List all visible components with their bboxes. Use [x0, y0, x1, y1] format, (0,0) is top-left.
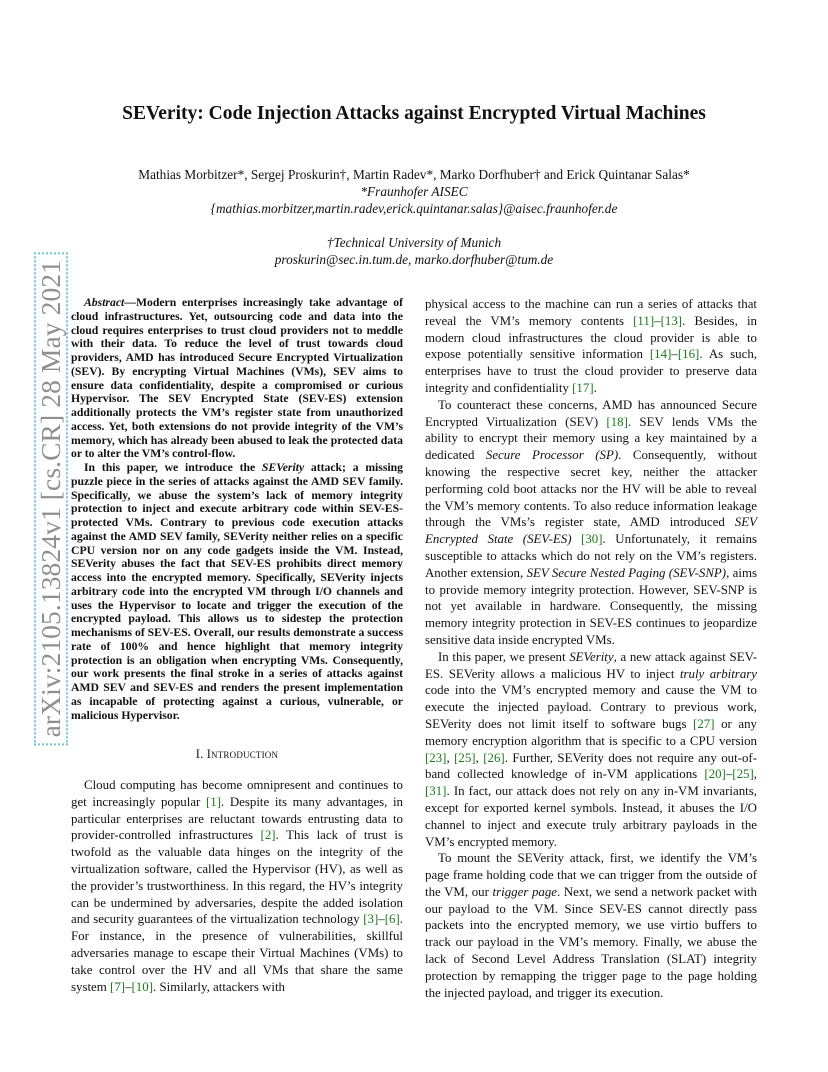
abstract	[71, 296, 403, 722]
citation-link[interactable]: [25]	[454, 750, 476, 765]
intro-paragraph-2: To counteract these concerns, AMD has announced Secure Encrypted Virtualization (SEV) [18]. SEV lends VMs the ability to encrypt their memory using a key maintained by a dedicated Secure Processor (SP). Consequently, without knowing the respective secret key, neither the attacker performing cold boot attacks nor the HV will be able to reveal the VM’s memory contents. To also reduce information leakage through the VMs’s register state, AMD introduced SEV Encrypted State (SEV-ES) [30]. Unfortunately, it remains susceptible to attacks which do not rely on the VM’s registers. Another extension, SEV Secure Nested Paging (SEV-SNP), aims to provide memory integrity protection. However, SEV-SNP is not yet available in hardware. Consequently, the missing memory integrity protection in SEV-ES continues to jeopardize sensitive data inside encrypted VMs.	[425, 397, 758, 647]
citation-link[interactable]: [10]	[131, 979, 153, 994]
citation-link[interactable]: [17]	[572, 380, 594, 395]
section-number: I.	[195, 747, 207, 762]
citation-link[interactable]: [14]	[649, 347, 672, 362]
abstract-paragraph-1: —Modern enterprises increasingly take advantage of cloud infrastructures. Yet, outsourcing code and data into the cloud requires enterprises to trust cloud providers not to meddle with their data. To reduce the level of trust towards cloud providers, AMD has introduced Secure Encrypted Virtualization (SEV). By encrypting Virtual Machines (VMs), SEV aims to ensure data confidentiality, despite a compromised or curious Hypervisor. The SEV Encrypted State (SEV-ES) extension additionally protects the VM’s register state from unauthorized access. Yet, both extensions do not provide integrity of the VM’s memory, which has already been abused to leak the protected data or to alter the VM’s control-flow.	[71, 296, 403, 461]
intro-paragraph-3: In this paper, we present SEVerity, a new attack against SEV-ES. SEVerity allows a malicious HV to inject truly arbitrary code into the VM’s encrypted memory and cause the VM to execute the injected payload. Contrary to previous work, SEVerity does not limit itself to software bugs [27] or any memory encryption algorithm that is specific to a CPU version [23], [25], [26]. Further, SEVerity does not require any out-of-band collected knowledge of in-VM applications [20]–[25], [31]. In fact, our attack does not rely on any in-VM invariants, except for exported kernel symbols. Instead, it abuses the I/O channel to inject and execute truly arbitrary payloads in the VM’s encrypted memory.	[425, 649, 758, 849]
paper-title: SEVerity: Code Injection Attacks against Encrypted Virtual Machines	[122, 103, 706, 124]
citation-link[interactable]: [25]	[732, 767, 754, 782]
citation-link[interactable]: [13]	[660, 313, 683, 328]
citation-link[interactable]: [30]	[581, 532, 603, 547]
citation-link[interactable]: [18]	[606, 414, 628, 429]
affiliation-fraunhofer: *Fraunhofer AISEC	[360, 184, 468, 199]
citation-link[interactable]: [2]	[260, 828, 276, 843]
affiliation-tum: †Technical University of Munich	[326, 235, 502, 250]
citation-link[interactable]: [3]	[363, 912, 379, 927]
right-column	[425, 296, 757, 1001]
citation-link[interactable]: [27]	[693, 716, 715, 731]
arxiv-identifier-stamp[interactable]: arXiv:2105.13824v1 [cs.CR] 28 May 2021	[34, 252, 68, 745]
intro-paragraph-1-continued: physical access to the machine can run a series of attacks that reveal the VM’s memory contents [11]–[13]. Besides, in modern cloud infrastructures the cloud provider is able to expose potentially sensitive information [14]–[16]. As such, enterprises have to trust the cloud provider to preserve data integrity and confidentiality [17].	[425, 297, 757, 395]
abstract-label: Abstract	[84, 296, 125, 309]
citation-link[interactable]: [16]	[677, 347, 700, 362]
citation-link[interactable]: [7]	[110, 979, 126, 994]
citation-link[interactable]: [23]	[425, 750, 447, 765]
author-block	[0, 166, 828, 268]
abstract-paragraph-2-start: In this paper, we introduce the	[84, 461, 262, 474]
abstract-paragraph-2-rest: attack; a missing puzzle piece in the series of attacks against the AMD SEV family. Specifically, we abuse the system’s lack of memory integrity protection to inject and execute arbitrary code within SEV-ES-protected VMs. Contrary to previous code execution attacks against the AMD SEV family, SEVerity neither relies on a specific CPU version nor on any code gadgets inside the VM. Instead, SEVerity abuses the fact that SEV-ES prohibits direct memory access into the encrypted memory. Specifically, SEVerity injects arbitrary code into the encrypted VM through I/O channels and uses the Hypervisor to locate and trigger the execution of the encrypted payload. This allows us to sidestep the protection mechanisms of SEV-ES. Overall, our results demonstrate a success rate of 100% and hence highlight that memory integrity protection is an obligation when encrypting VMs. Consequently, our work presents the final stroke in a series of attacks against AMD SEV and SEV-ES and renders the present implementation as incapable of protecting against a curious, vulnerable, or malicious Hypervisor.	[71, 461, 403, 722]
citation-link[interactable]: [20]	[704, 767, 726, 782]
intro-paragraph-1: Cloud computing has become omnipresent and continues to get increasingly popular [1]. Despite its many advantages, in particular enterprises are reluctant towards entrusting data to provider-controlled infrastructures [2]. This lack of trust is twofold as the valuable data hinges on the integrity of the virtualization software, called the Hypervisor (HV), as well as the provider’s trustworthiness. In this regard, the HV’s integrity can be undermined by adversaries, despite the added isolation and security guarantees of the virtualization technology [3]–[6]. For instance, in the presence of vulnerabilities, skillful adversaries manage to escape their Virtual Machines (VMs) to take control over the HV and all VMs that share the same system [7]–[10]. Similarly, attackers with	[71, 778, 404, 994]
left-column	[71, 296, 403, 995]
section-heading-introduction	[71, 746, 403, 763]
email-fraunhofer: {mathias.morbitzer,martin.radev,erick.quintanar.salas}@aisec.fraunhofer.de	[210, 201, 618, 216]
citation-link[interactable]: [11]	[633, 313, 655, 328]
section-title: Introduction	[206, 747, 279, 762]
author-names: Mathias Morbitzer*, Sergej Proskurin†, Martin Radev*, Marko Dorfhuber† and Erick Quintanar Salas*	[138, 167, 690, 182]
citation-link[interactable]: [1]	[205, 794, 221, 809]
intro-paragraph-4: To mount the SEVerity attack, first, we identify the VM’s page frame holding code that we can trigger from the outside of the VM, our trigger page. Next, we send a network packet with our payload to the VM. Since SEV-ES cannot directly pass packets into the encrypted memory, we use virtio buffers to track our payload in the VM’s memory. Finally, we abuse the lack of Second Level Address Translation (SLAT) integrity protection by remapping the trigger page to the page holding the injected payload, and trigger its execution.	[425, 851, 757, 1000]
abstract-attack-name: SEVerity	[261, 461, 305, 474]
citation-link[interactable]: [26]	[483, 750, 505, 765]
citation-link[interactable]: [31]	[425, 784, 447, 799]
email-tum: proskurin@sec.in.tum.de, marko.dorfhuber@tum.de	[274, 252, 554, 267]
citation-link[interactable]: [6]	[384, 912, 400, 927]
